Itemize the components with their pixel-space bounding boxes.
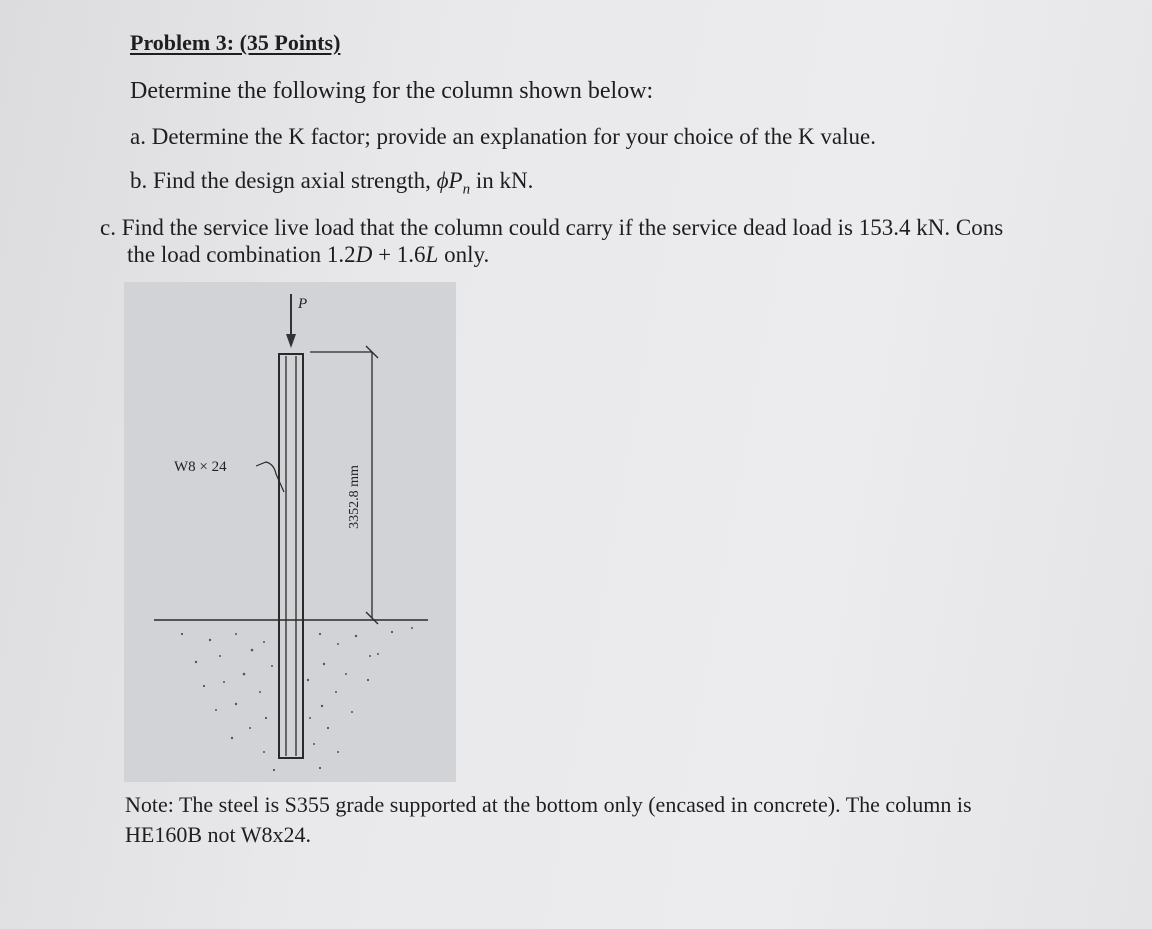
item-b — [130, 168, 533, 199]
problem-intro: Determine the following for the column shown below: — [130, 78, 654, 104]
section-label: W8 × 24 — [174, 459, 227, 475]
item-c-continuation — [127, 242, 489, 268]
item-a-text: Determine the K factor; provide an explanation for your choice of the K value. — [151, 124, 876, 149]
item-c-text-2c: only. — [438, 242, 490, 267]
item-b-symbol: ϕP — [436, 168, 463, 193]
length-label: 3352.8 mm — [347, 465, 362, 529]
column-figure — [124, 282, 456, 782]
load-label: P — [298, 296, 308, 312]
item-c-text-2a: the load combination 1.2 — [127, 242, 356, 267]
item-a-marker: a. — [130, 124, 146, 149]
item-c-var-l: L — [425, 242, 439, 267]
item-b-text-after: in kN. — [475, 168, 534, 193]
item-c-marker: c. — [100, 215, 116, 240]
figure-background — [124, 282, 456, 782]
problem-title: Problem 3: (35 Points) — [130, 30, 341, 55]
note-line-2: HE160B not W8x24. — [125, 822, 311, 847]
item-b-subscript: n — [462, 181, 471, 198]
item-c-text-2b: + 1.6 — [372, 242, 426, 267]
item-c — [100, 215, 1003, 241]
item-a — [130, 124, 876, 150]
item-b-text: Find the design axial strength, — [153, 168, 431, 193]
item-b-marker: b. — [130, 168, 148, 193]
item-c-var-d: D — [355, 242, 373, 267]
item-c-text: Find the service live load that the column could carry if the service dead load is 153.4 kN. Cons — [121, 215, 1004, 240]
note-line-1: Note: The steel is S355 grade supported at the bottom only (encased in concrete). The column is — [125, 792, 972, 817]
